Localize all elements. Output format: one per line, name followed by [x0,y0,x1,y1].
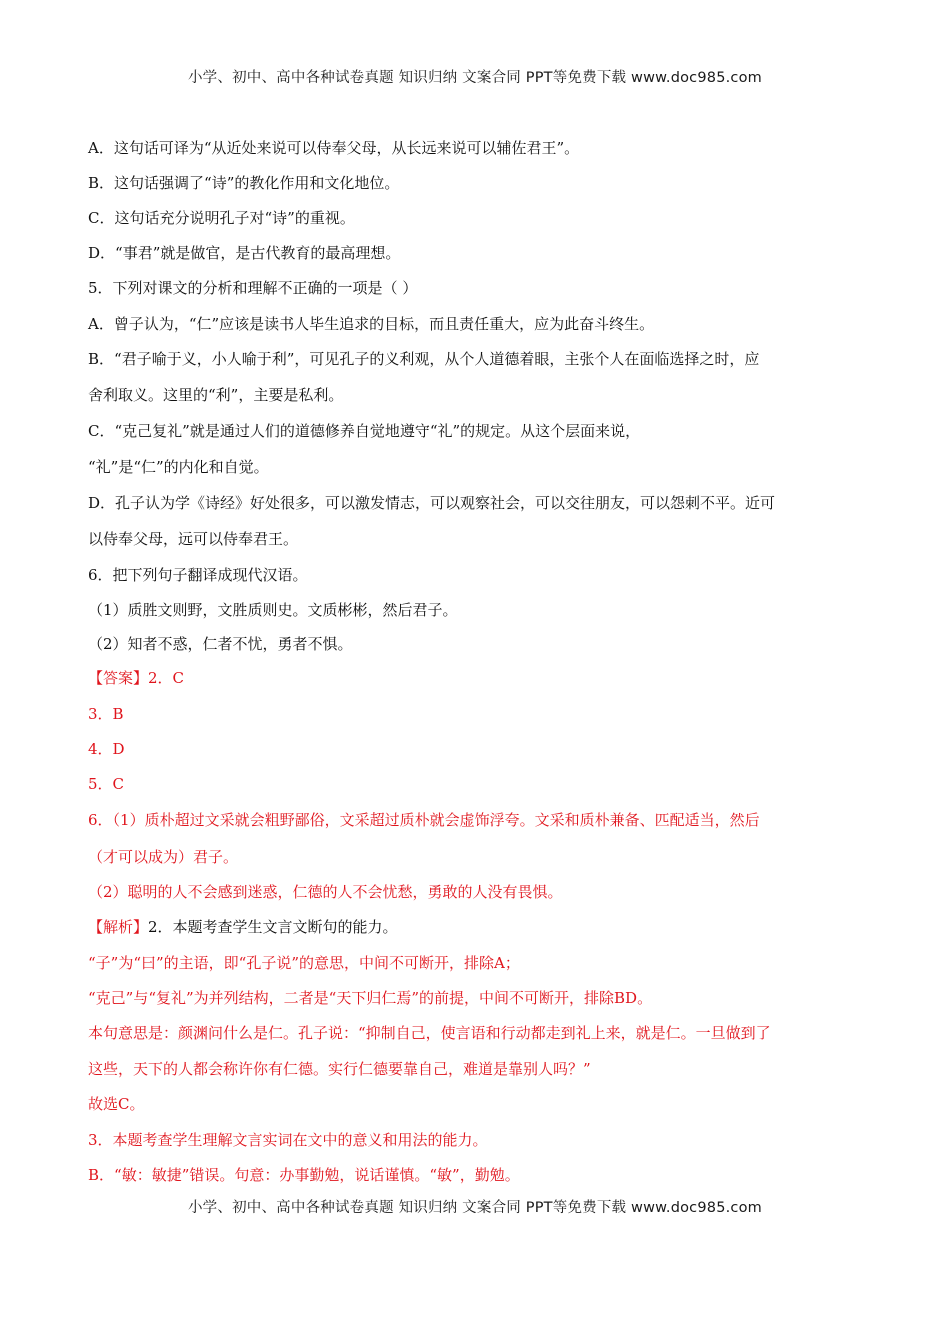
text-line [88,1023,863,1043]
line-text: 4．D [88,740,125,758]
text-line [88,917,863,937]
text-line [88,138,863,158]
text-line [88,988,863,1008]
text-line [88,774,863,794]
line-text: 6．把下列句子翻译成现代汉语。 [88,566,308,584]
text-line [88,457,863,477]
analysis-tag: 【解析】 [88,918,149,936]
line-text: 故选C。 [88,1095,145,1113]
line-text: 5．下列对课文的分析和理解不正确的一项是（ ） [88,279,418,297]
line-text: （2）知者不惑，仁者不忧，勇者不惧。 [88,635,353,653]
line-text: 3．B [88,705,124,723]
line-text: “子”为“曰”的主语，即“孔子说”的意思，中间不可断开，排除A； [88,954,520,972]
text-line [88,493,863,513]
line-text: B．“敏：敏捷”错误。句意：办事勤勉，说话谨慎。“敏”，勤勉。 [88,1166,520,1184]
line-text: A．这句话可译为“从近处来说可以侍奉父母，从长远来说可以辅佐君王”。 [88,139,580,157]
text-line [88,1130,863,1150]
line-text: B．这句话强调了“诗”的教化作用和文化地位。 [88,174,400,192]
line-text: 6．（1）质朴超过文采就会粗野鄙俗，文采超过质朴就会虚饰浮夸。文采和质朴兼备、匹配适当，然后 [88,811,760,829]
line-text: 2．C [148,669,185,687]
text-line [88,385,863,405]
text-line [88,1094,863,1114]
text-line [88,314,863,334]
text-line [88,421,863,441]
line-text: （1）质胜文则野，文胜质则史。文质彬彬，然后君子。 [88,601,458,619]
answer-tag: 【答案】 [88,669,149,687]
line-text: 2．本题考查学生文言文断句的能力。 [148,918,398,936]
text-line [88,349,863,369]
line-text: 舍利取义。这里的“利”，主要是私利。 [88,386,344,404]
line-text: D．“事君”就是做官，是古代教育的最高理想。 [88,244,401,262]
line-text: “克己”与“复礼”为并列结构，二者是“天下归仁焉”的前提，中间不可断开，排除BD。 [88,989,653,1007]
text-line [88,953,863,973]
text-line [88,278,863,298]
line-text: C．这句话充分说明孔子对“诗”的重视。 [88,209,355,227]
text-line [88,1165,863,1185]
line-text: 本句意思是：颜渊问什么是仁。孔子说：“抑制自己，使言语和行动都走到礼上来，就是仁。一旦做到了 [88,1024,771,1042]
text-line [88,847,863,867]
line-text: “礼”是“仁”的内化和自觉。 [88,458,269,476]
page-header: 小学、初中、高中各种试卷真题 知识归纳 文案合同 PPT等免费下载 www.doc985.com [187,70,763,86]
line-text: C．“克己复礼”就是通过人们的道德修养自觉地遵守“礼”的规定。从这个层面来说， [88,422,641,440]
text-line [88,208,863,228]
line-text: （2）聪明的人不会感到迷惑，仁德的人不会忧愁，勇敢的人没有畏惧。 [88,883,563,901]
line-text: A．曾子认为，“仁”应该是读书人毕生追求的目标，而且责任重大，应为此奋斗终生。 [88,315,655,333]
text-line [88,882,863,902]
text-line [88,173,863,193]
text-line [88,810,863,830]
page-footer: 小学、初中、高中各种试卷真题 知识归纳 文案合同 PPT等免费下载 www.doc985.com [187,1200,763,1216]
text-line [88,565,863,585]
text-line [88,668,863,688]
text-line [88,600,863,620]
text-line [88,1059,863,1079]
text-line [88,243,863,263]
line-text: 5．C [88,775,125,793]
text-line [88,739,863,759]
text-line [88,634,863,654]
line-text: 3．本题考查学生理解文言实词在文中的意义和用法的能力。 [88,1131,488,1149]
line-text: 这些，天下的人都会称许你有仁德。实行仁德要靠自己，难道是靠别人吗？” [88,1060,591,1078]
line-text: （才可以成为）君子。 [88,848,239,866]
line-text: 以侍奉父母，远可以侍奉君王。 [88,530,299,548]
text-line [88,704,863,724]
line-text: B．“君子喻于义，小人喻于利”，可见孔子的义利观，从个人道德着眼，主张个人在面临选择之时，应 [88,350,760,368]
line-text: D．孔子认为学《诗经》好处很多，可以激发情志，可以观察社会，可以交往朋友，可以怨刺不平。近可 [88,494,776,512]
text-line [88,529,863,549]
